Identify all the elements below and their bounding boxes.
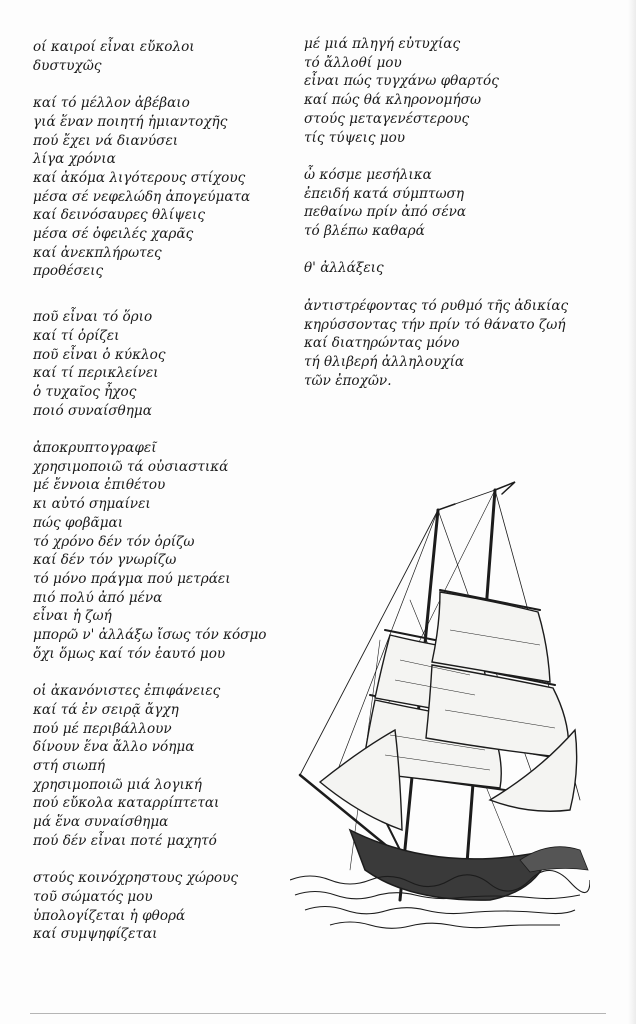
poem-stanza	[33, 38, 283, 75]
poem-line: καί διατηρώντας μόνο	[304, 335, 460, 352]
poem-line: ὁ τυχαῖος ἦχος	[33, 383, 137, 400]
poem-line: πιό πολύ ἀπό μένα	[33, 589, 163, 606]
poem-column-right	[304, 35, 614, 409]
poem-line: εἶναι ἡ ζωή	[33, 608, 112, 625]
poem-line: στούς μεταγενέστερους	[304, 110, 470, 127]
poem-line: καί τά ἐν σειρᾷ ἄγχη	[33, 701, 179, 718]
poem-line: προθέσεις	[33, 263, 104, 280]
poem-line: μέσα σέ ὀφειλές χαρᾶς	[33, 226, 194, 243]
poem-line: ἀντιστρέφοντας τό ρυθμό τῆς ἀδικίας	[304, 297, 569, 314]
poem-line: μά ἕνα συναίσθημα	[33, 814, 169, 831]
poem-line: πού δέν εἶναι ποτέ μαχητό	[33, 832, 217, 849]
poem-line: καί τί ὁρίζει	[33, 327, 120, 344]
poem-line: χρησιμοποιῶ μιά λογική	[33, 776, 202, 793]
poem-line: οί καιροί εἶναι εὔκολοι	[33, 39, 195, 55]
poem-line: πώς φοβᾶμαι	[33, 514, 124, 531]
poem-stanza	[33, 869, 283, 944]
poem-line: τή θλιβερή ἀλληλουχία	[304, 353, 465, 370]
poem-line: τό μόνο πράγμα πού μετράει	[33, 570, 231, 587]
poem-line: στούς κοινόχρηστους χώρους	[33, 870, 238, 887]
scan-edge-shadow	[628, 0, 636, 1024]
poem-line: δυστυχῶς	[33, 57, 102, 74]
poem-line: τοῦ σώματός μου	[33, 888, 153, 905]
poem-line: εἶναι πώς τυγχάνω φθαρτός	[304, 73, 499, 90]
poem-stanza	[33, 682, 283, 850]
poem-line: πού εὔκολα καταρρίπτεται	[33, 795, 220, 812]
poem-line: τό χρόνο δέν τόν ὁρίζω	[33, 533, 195, 550]
poem-line: μπορῶ ν' ἀλλάξω ἴσως τόν κόσμο	[33, 627, 267, 644]
poem-line: ὑπολογίζεται ἡ φθορά	[33, 907, 186, 924]
poem-stanza	[304, 35, 614, 147]
poem-line: κηρύσσοντας τήν πρίν τό θάνατο ζωή	[304, 316, 566, 333]
poem-line: καί δεινόσαυρες θλίψεις	[33, 207, 205, 224]
poem-line: ποιό συναίσθημα	[33, 402, 152, 419]
poem-line: ἐπειδή κατά σύμπτωση	[304, 185, 464, 202]
poem-line: καί συμψηφίζεται	[33, 926, 158, 943]
sailing-ship-engraving-icon	[290, 470, 590, 940]
poem-line: ποῦ εἶναι ὁ κύκλος	[33, 346, 166, 363]
poem-stanza	[304, 259, 614, 278]
poem-stanza	[33, 94, 283, 281]
poem-stanza	[33, 308, 283, 420]
poem-line: καί τί περικλείνει	[33, 365, 159, 382]
poem-line: θ' ἀλλάξεις	[304, 260, 384, 277]
poem-line: τό ἄλλοθί μου	[304, 54, 402, 71]
poem-line: μέσα σέ νεφελώδη ἀπογεύματα	[33, 188, 251, 205]
poem-stanza	[304, 166, 614, 241]
poem-line: πού ἔχει νά διανύσει	[33, 132, 179, 149]
poem-line: τό βλέπω καθαρά	[304, 223, 425, 240]
poem-line: δίνουν ἕνα ἄλλο νόημα	[33, 739, 195, 756]
poem-line: μέ μιά πληγή εὐτυχίας	[304, 36, 461, 52]
poem-line: πεθαίνω πρίν ἀπό σένα	[304, 204, 467, 221]
poem-line: πού μέ περιβάλλουν	[33, 720, 172, 737]
poem-line: στή σιωπή	[33, 757, 106, 774]
poem-line: κι αὐτό σημαίνει	[33, 496, 151, 513]
poem-line: ὦ κόσμε μεσήλικα	[304, 166, 432, 183]
poem-stanza	[33, 439, 283, 663]
poem-line: γιά ἕναν ποιητή ἡμιαντοχῆς	[33, 113, 228, 130]
poem-line: καί πώς θά κληρονομήσω	[304, 92, 482, 109]
poem-line: καί τό μέλλον ἀβέβαιο	[33, 95, 190, 112]
poem-line: μέ ἔννοια ἐπιθέτου	[33, 477, 166, 494]
poem-line: καί δέν τόν γνωρίζω	[33, 552, 177, 569]
poem-stanza	[304, 297, 614, 391]
poem-line: καί ἀκόμα λιγότερους στίχους	[33, 169, 246, 186]
poem-line: ὄχι ὅμως καί τόν ἑαυτό μου	[33, 645, 226, 662]
poem-line: καί ἀνεκπλήρωτες	[33, 244, 162, 261]
poem-line: οἱ ἀκανόνιστες ἐπιφάνειες	[33, 683, 221, 700]
poem-line: τῶν ἐποχῶν.	[304, 372, 392, 389]
poem-line: τίς τύψεις μου	[304, 129, 406, 146]
poem-column-left	[33, 38, 283, 963]
page-bottom-rule	[30, 1013, 606, 1014]
poem-line: χρησιμοποιῶ τά οὐσιαστικά	[33, 458, 229, 475]
poem-line: λίγα χρόνια	[33, 151, 116, 168]
poem-line: ἀποκρυπτογραφεῖ	[33, 440, 157, 457]
poem-line: ποῦ εἶναι τό ὅριο	[33, 309, 153, 326]
